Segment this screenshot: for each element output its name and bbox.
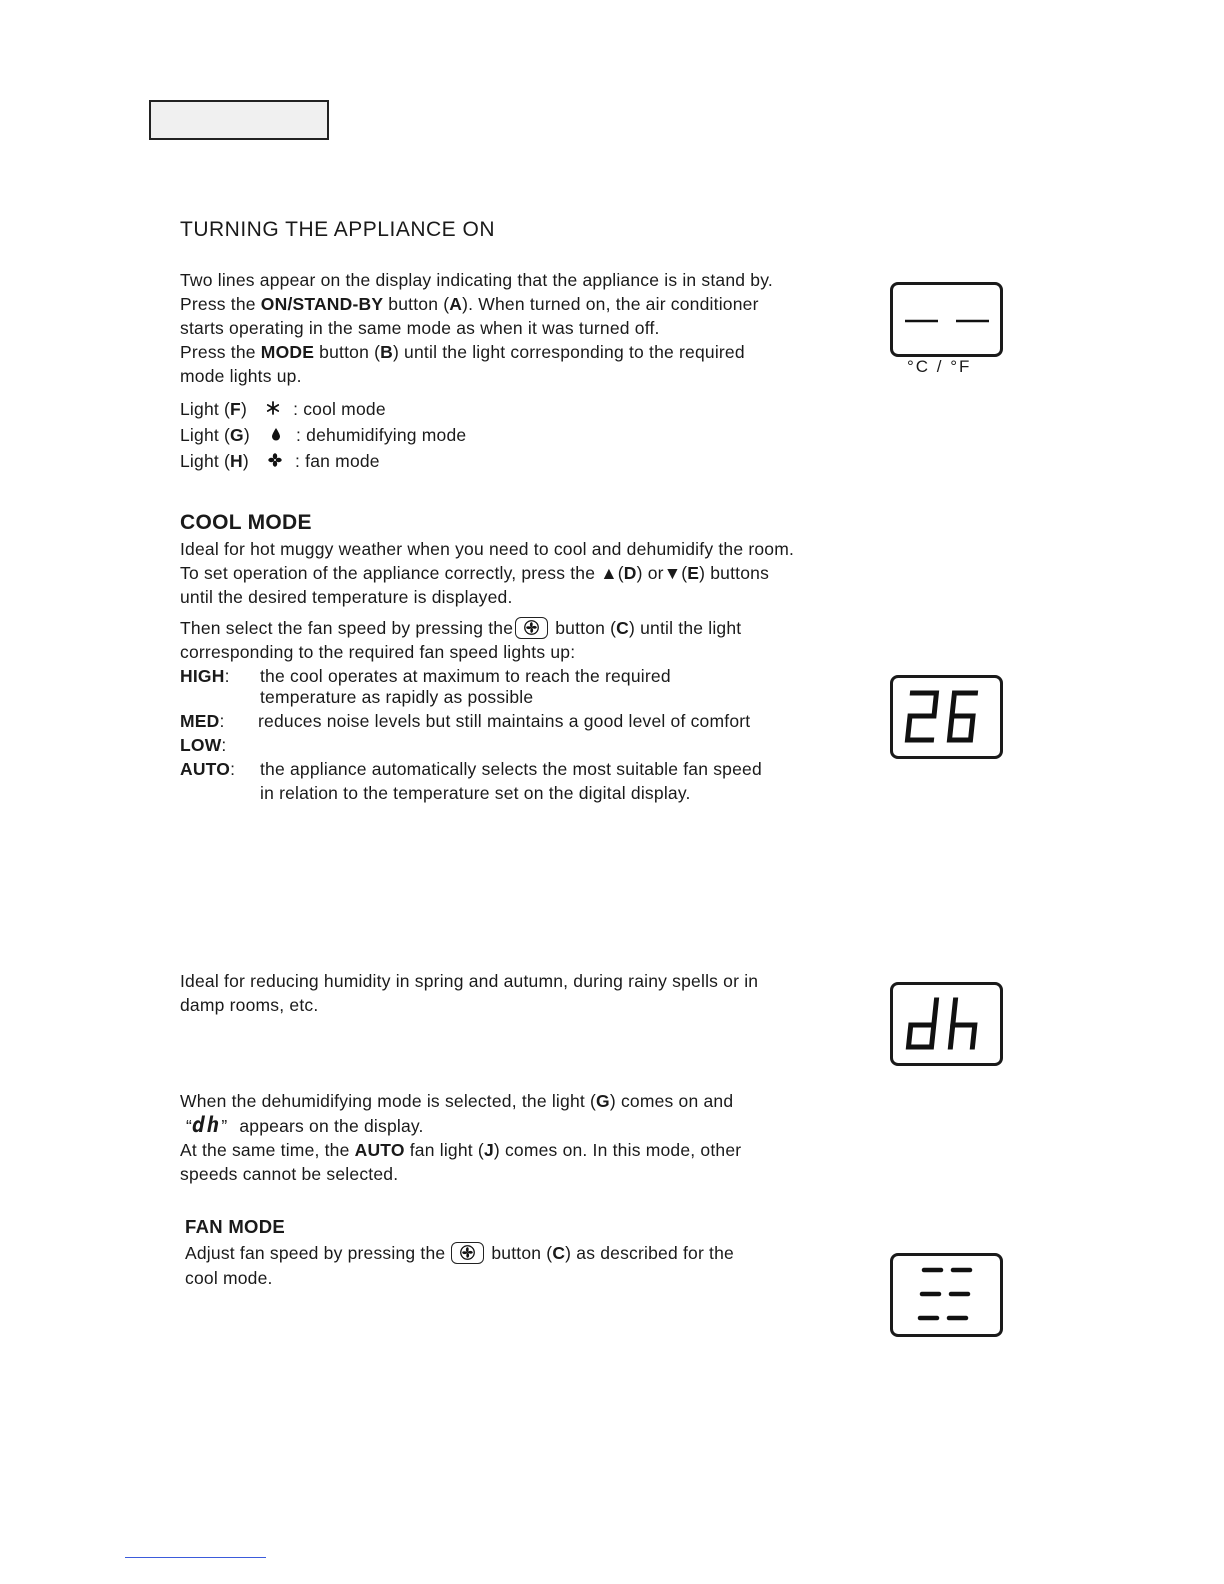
text-line: starts operating in the same mode as when it was turned off. xyxy=(180,318,660,338)
speed-auto: AUTO: the appliance automatically selects the most suitable fan speed xyxy=(180,759,762,779)
light-item-fan: Light (H) : fan mode xyxy=(180,449,466,475)
speed-med: MED: reduces noise levels but still maintains a good level of comfort xyxy=(180,711,751,731)
text-line: When the dehumidifying mode is selected, the light (G) comes on and xyxy=(180,1091,734,1111)
temperature-display xyxy=(890,675,1003,759)
fan-icon xyxy=(260,451,290,475)
seven-segment-26 xyxy=(893,678,1000,756)
section-header-box xyxy=(149,100,329,140)
standby-dashes xyxy=(893,285,1000,354)
fan-mode-paragraph xyxy=(185,1241,734,1291)
droplet-icon xyxy=(261,425,291,449)
speed-high-cont: temperature as rapidly as possible xyxy=(260,687,534,707)
down-arrow-icon: ▼ xyxy=(663,563,682,583)
text-line: Press the ON/STAND-BY button (A). When turned on, the air conditioner xyxy=(180,294,759,314)
seven-segment-dh xyxy=(893,985,1000,1063)
fan-speed-paragraph xyxy=(180,616,741,664)
text-line: until the desired temperature is displayed. xyxy=(180,587,513,607)
turning-on-paragraph xyxy=(180,268,773,388)
text-line: mode lights up. xyxy=(180,366,302,386)
fan-mode-display xyxy=(890,1253,1003,1337)
text-line: Two lines appear on the display indicating that the appliance is in stand by. xyxy=(180,270,773,290)
text-line: Adjust fan speed by pressing the button (C) as described for the xyxy=(185,1243,734,1263)
fan-mode-segments xyxy=(893,1256,1000,1334)
standby-display xyxy=(890,282,1003,357)
speed-high: HIGH: the cool operates at maximum to reach the required xyxy=(180,666,671,686)
text-line: speeds cannot be selected. xyxy=(180,1164,399,1184)
dh-display-text: dh xyxy=(192,1113,222,1137)
dehumidify-display xyxy=(890,982,1003,1066)
fan-speed-button-icon xyxy=(515,617,548,639)
text-line: cool mode. xyxy=(185,1268,273,1288)
footer-link-underline[interactable] xyxy=(125,1557,266,1558)
cool-mode-title: COOL MODE xyxy=(180,511,312,534)
mode-lights-list xyxy=(180,397,466,475)
speed-definitions xyxy=(180,664,762,805)
fan-mode-title: FAN MODE xyxy=(185,1216,286,1237)
fan-speed-button-icon xyxy=(451,1242,484,1264)
text-line: “dh” appears on the display. xyxy=(186,1113,424,1137)
text-line: Press the MODE button (B) until the light corresponding to the required xyxy=(180,342,745,362)
text-line: To set operation of the appliance correctly, press the ▲(D) or▼(E) buttons xyxy=(180,563,770,583)
snowflake-icon xyxy=(258,399,288,423)
text-line: Ideal for reducing humidity in spring and autumn, during rainy spells or in xyxy=(180,971,759,991)
dehumidifying-details xyxy=(180,1089,741,1186)
speed-low: LOW: xyxy=(180,735,227,755)
temperature-units-label: °C / °F xyxy=(907,357,972,376)
text-line: damp rooms, etc. xyxy=(180,995,319,1015)
text-line: At the same time, the AUTO fan light (J) comes on. In this mode, other xyxy=(180,1140,742,1160)
dehumidifying-intro xyxy=(180,969,758,1017)
text-line: Ideal for hot muggy weather when you need to cool and dehumidify the room. xyxy=(180,539,795,559)
turning-on-title: TURNING THE APPLIANCE ON xyxy=(180,218,496,241)
up-arrow-icon: ▲ xyxy=(600,563,618,583)
text-line: corresponding to the required fan speed lights up: xyxy=(180,642,576,662)
speed-auto-cont: in relation to the temperature set on the digital display. xyxy=(260,783,691,803)
light-item-dehumidify: Light (G) : dehumidifying mode xyxy=(180,423,466,449)
cool-mode-paragraph xyxy=(180,537,794,609)
text-line: Then select the fan speed by pressing the button (C) until the light xyxy=(180,618,742,638)
light-item-cool: Light (F) : cool mode xyxy=(180,397,466,423)
